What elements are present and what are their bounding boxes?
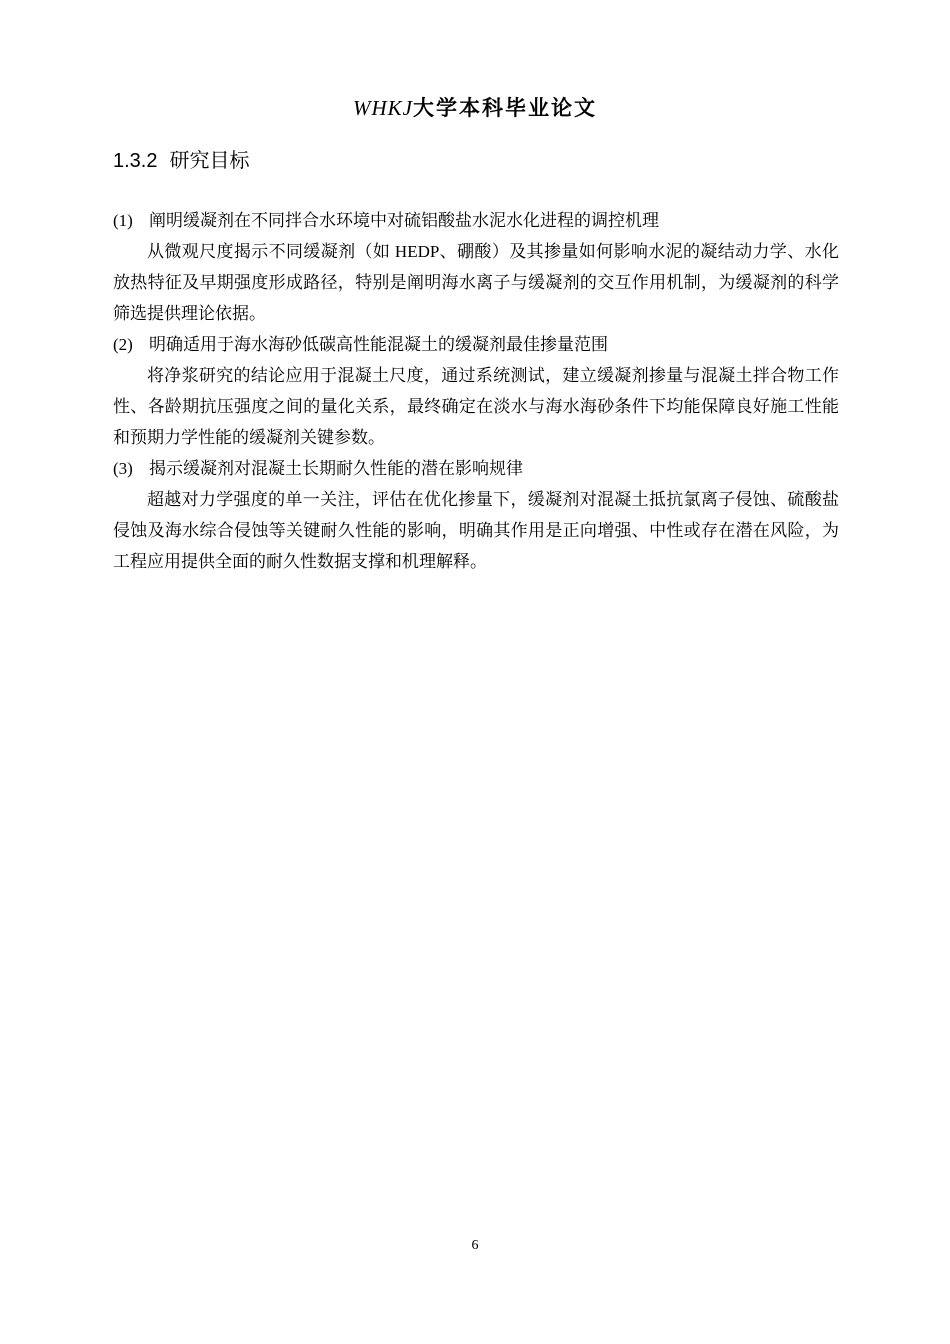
objective-body: 超越对力学强度的单一关注，评估在优化掺量下，缓凝剂对混凝土抵抗氯离子侵蚀、硫酸盐侵蚀及海水综合侵蚀等关键耐久性能的影响，明确其作用是正向增强、中性或存在潜在风险，为工程应用提供全面的耐久性数据支撑和机理解释。 xyxy=(113,490,839,571)
objective-body: 从微观尺度揭示不同缓凝剂（如 HEDP、硼酸）及其掺量如何影响水泥的凝结动力学、水化放热特征及早期强度形成路径，特别是阐明海水离子与缓凝剂的交互作用机制，为缓凝剂的科学筛选提供理论依据。 xyxy=(113,242,839,323)
objective-heading xyxy=(113,453,839,484)
objective-number: (1) xyxy=(113,211,133,230)
objective-number: (3) xyxy=(113,459,133,478)
objective-heading-text: 阐明缓凝剂在不同拌合水环境中对硫铝酸盐水泥水化进程的调控机理 xyxy=(149,211,659,230)
page-number: 6 xyxy=(471,1238,479,1253)
section-heading xyxy=(113,147,249,175)
section-number: 1.3.2 xyxy=(113,150,158,172)
header-university-code: WHKJ xyxy=(353,96,413,120)
objective-heading xyxy=(113,329,839,360)
objective-heading-text: 明确适用于海水海砂低碳高性能混凝土的缓凝剂最佳掺量范围 xyxy=(149,335,608,354)
objective-heading-text: 揭示缓凝剂对混凝土长期耐久性能的潜在影响规律 xyxy=(149,459,523,478)
objective-heading xyxy=(113,205,839,236)
page-header xyxy=(0,94,950,122)
objective-item xyxy=(113,205,839,329)
objective-item xyxy=(113,329,839,453)
objective-number: (2) xyxy=(113,335,133,354)
section-content xyxy=(113,205,839,577)
objective-body: 将净浆研究的结论应用于混凝土尺度，通过系统测试，建立缓凝剂掺量与混凝土拌合物工作性、各龄期抗压强度之间的量化关系，最终确定在淡水与海水海砂条件下均能保障良好施工性能和预期力学性能的缓凝剂关键参数。 xyxy=(113,366,839,447)
objective-item xyxy=(113,453,839,577)
section-title: 研究目标 xyxy=(169,150,250,172)
header-thesis-title: 大学本科毕业论文 xyxy=(413,96,597,120)
